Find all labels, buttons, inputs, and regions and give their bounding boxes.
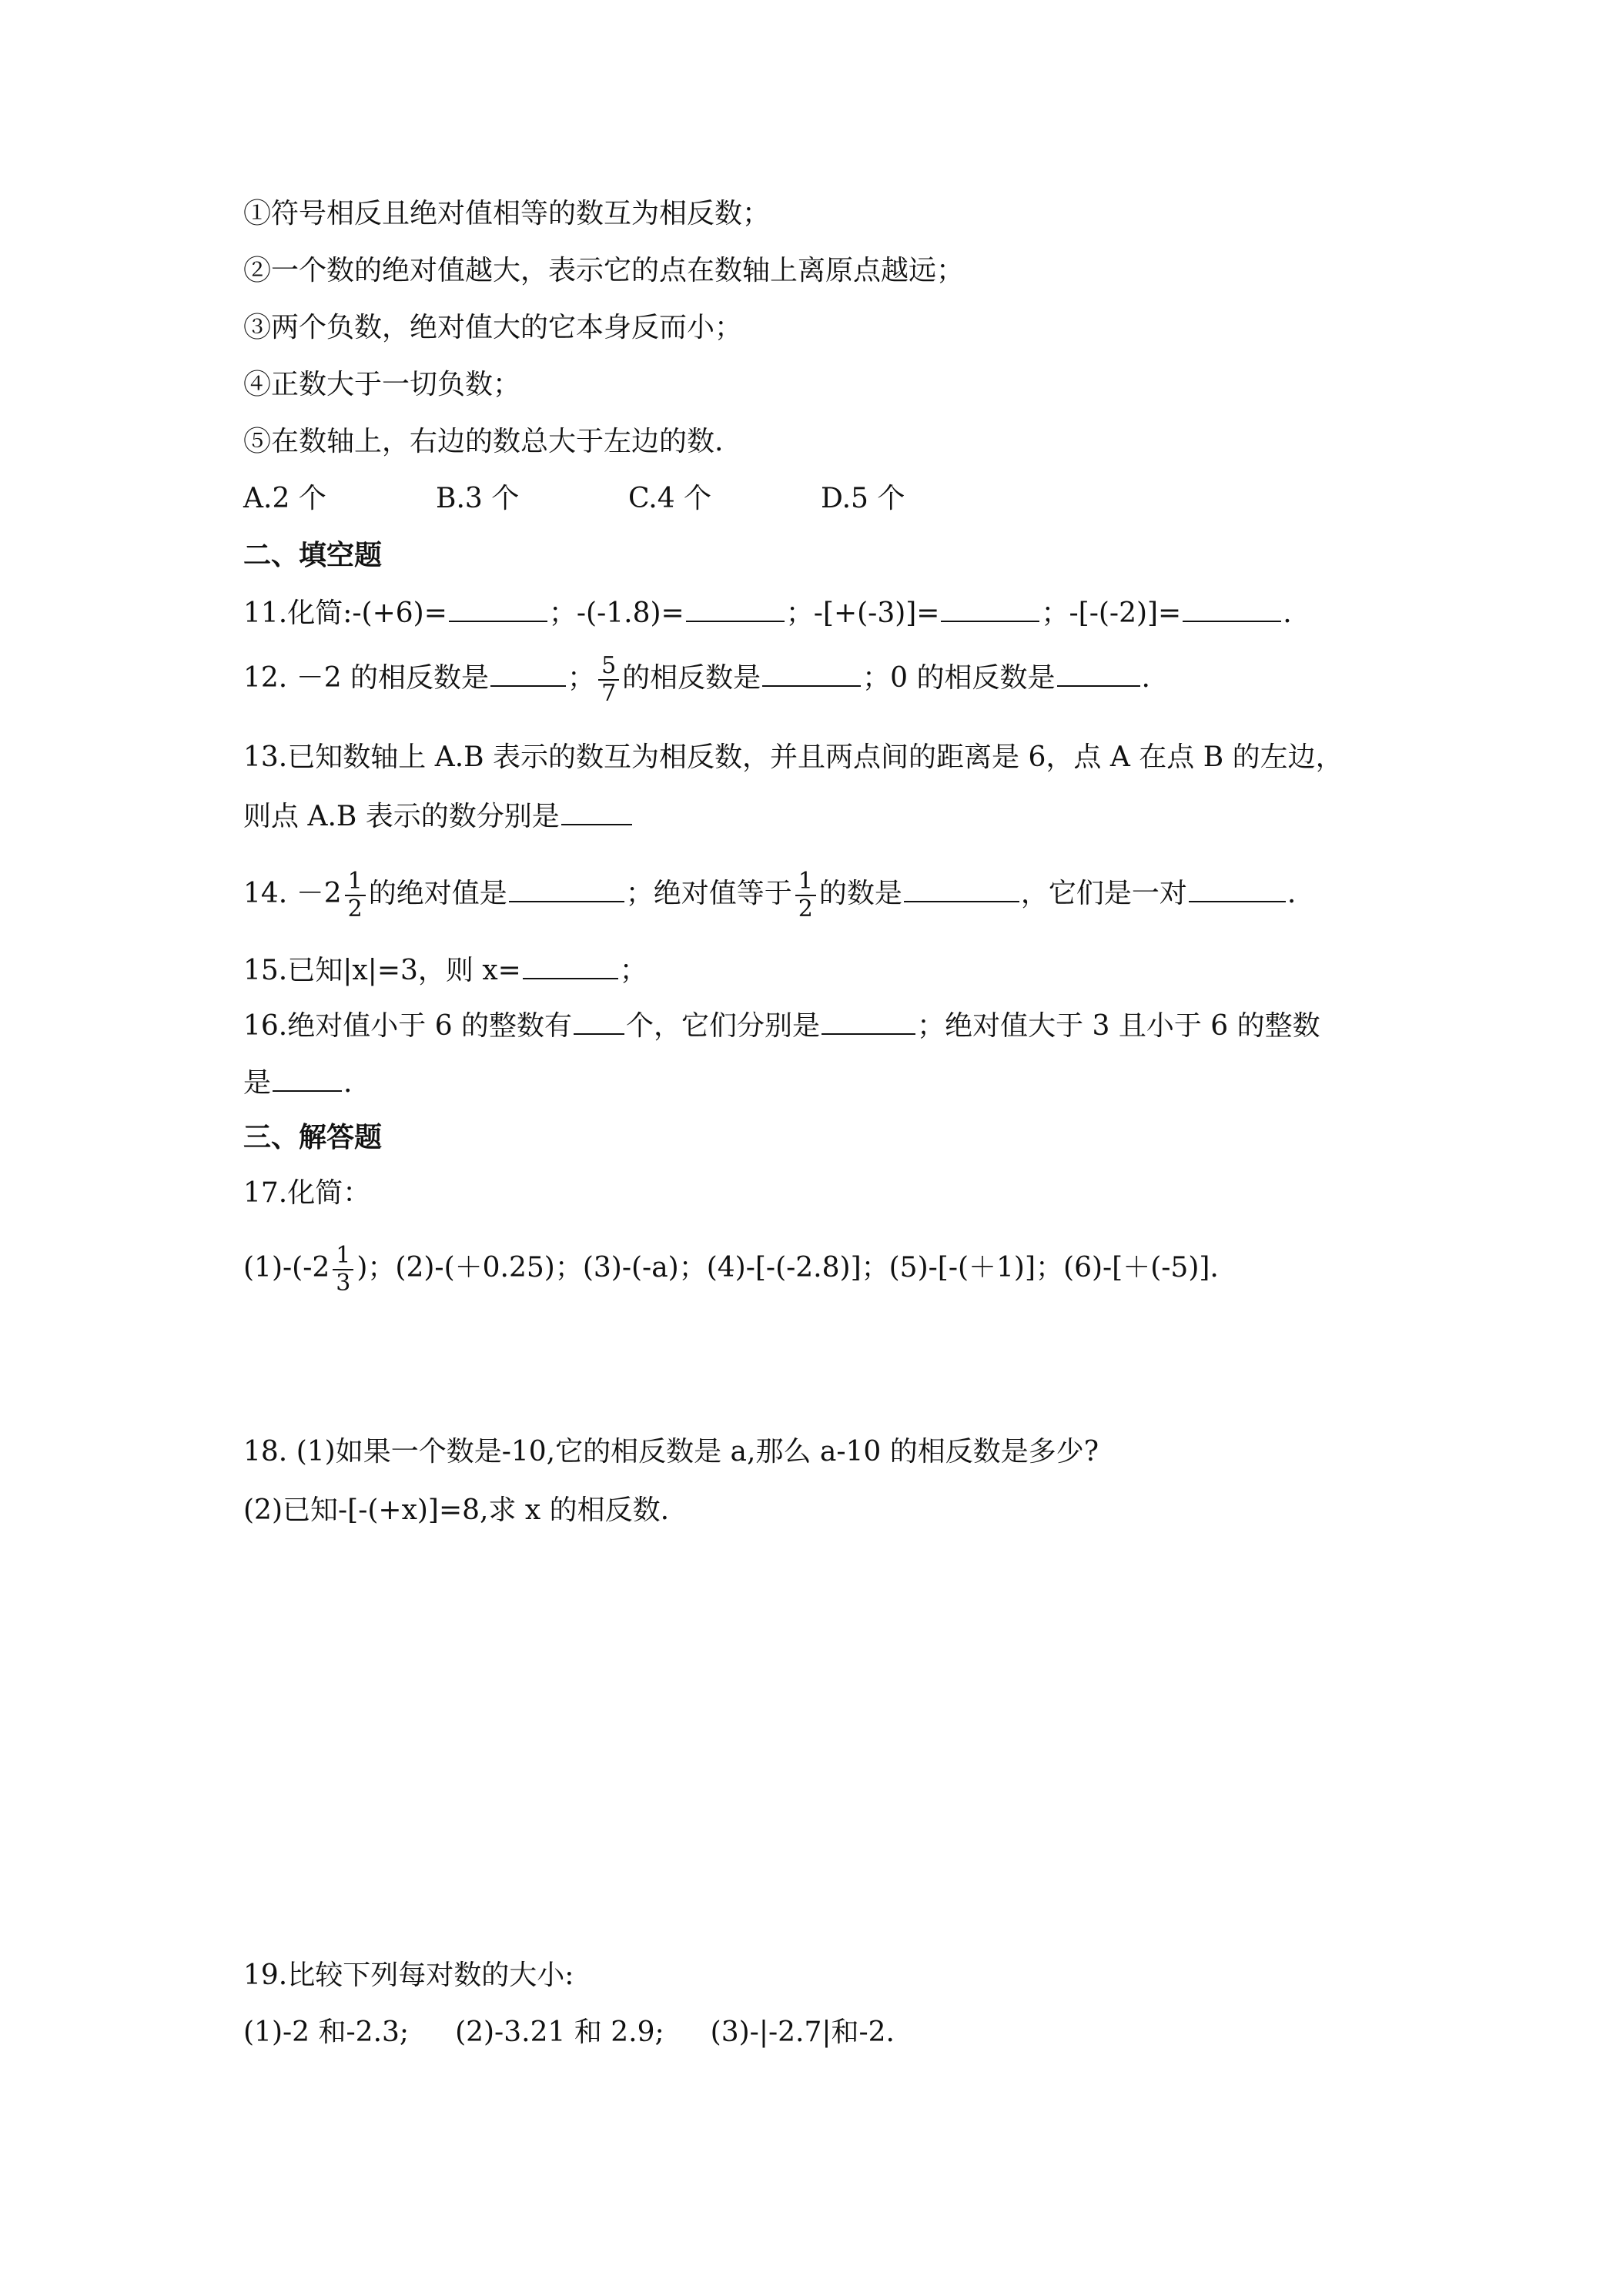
answer-blank[interactable]: [1057, 659, 1140, 687]
q15-end: ；: [619, 955, 648, 986]
q17-part2: )；(2)-(＋0.25)；(3)-(-a)；(4)-[-(-2.8)]；(5)-[-(＋1)]；(6)-[＋(-5)].: [356, 1252, 1219, 1284]
fraction: [345, 869, 366, 922]
q15-part1: 15.已知|x|=3，则 x=: [243, 955, 521, 986]
question-13-line-2: [243, 798, 634, 834]
answer-blank[interactable]: [273, 1064, 342, 1092]
q13-text: 则点 A.B 表示的数分别是: [243, 801, 560, 832]
q16-line2-end: .: [343, 1067, 353, 1099]
question-19-items: [243, 2016, 895, 2050]
question-12: [243, 653, 1150, 707]
question-16-line-1: [243, 1007, 1320, 1043]
q16-part3: ；绝对值大于 3 且小于 6 的整数: [917, 1010, 1320, 1042]
statement-1: ①符号相反且绝对值相等的数互为相反数；: [243, 198, 771, 229]
answer-blank[interactable]: [509, 875, 624, 902]
fraction-denominator: 2: [798, 895, 813, 922]
answer-blank[interactable]: [490, 659, 566, 687]
q11-end: .: [1283, 597, 1292, 629]
q11-lead: 11.化简:: [243, 597, 353, 629]
fraction-numerator: 5: [598, 653, 619, 681]
answer-blank[interactable]: [762, 659, 861, 687]
question-18-part-2: (2)已知-[-(+x)]=8,求 x 的相反数.: [243, 1494, 670, 1526]
q19-item-3: (3)-|-2.7|和-2.: [710, 2017, 895, 2048]
statement-4: ④正数大于一切负数；: [243, 369, 521, 400]
option-b[interactable]: B.3 个: [436, 483, 520, 514]
q12-part2: 的相反数是: [622, 662, 761, 694]
option-d[interactable]: D.5 个: [821, 483, 905, 514]
option-c[interactable]: C.4 个: [628, 483, 712, 514]
section-heading-solve: 三、解答题: [243, 1122, 383, 1153]
question-11: [243, 594, 1292, 631]
q12-sep: ；: [567, 662, 596, 694]
q14-part1: 14. －2: [243, 878, 342, 909]
fraction-denominator: 2: [347, 895, 363, 922]
question-17-items: [243, 1243, 1219, 1297]
q12-part1: 12. －2 的相反数是: [243, 662, 490, 694]
answer-blank[interactable]: [1189, 875, 1286, 902]
q14-part4: 的数是: [818, 878, 902, 909]
fraction-denominator: 3: [336, 1270, 351, 1297]
q12-end: .: [1141, 662, 1150, 694]
answer-blank[interactable]: [574, 1007, 624, 1035]
answer-blank[interactable]: [941, 594, 1039, 622]
question-15: [243, 952, 648, 988]
option-a[interactable]: A.2 个: [243, 483, 326, 514]
section-heading-fill-blank: 二、填空题: [243, 540, 383, 571]
q16-part1: 16.绝对值小于 6 的整数有: [243, 1010, 573, 1042]
statement-5: ⑤在数轴上，右边的数总大于左边的数.: [243, 426, 724, 457]
q14-part2: 的绝对值是: [368, 878, 507, 909]
q14-part5: ，它们是一对: [1020, 878, 1187, 909]
question-17-title: 17.化简：: [243, 1177, 371, 1209]
answer-blank[interactable]: [449, 594, 547, 622]
answer-blank[interactable]: [904, 875, 1019, 902]
q12-part3: ；0 的相反数是: [862, 662, 1056, 694]
q19-item-1: (1)-2 和-2.3;: [243, 2017, 410, 2048]
q19-item-2: (2)-3.21 和 2.9;: [455, 2017, 664, 2048]
fraction-numerator: 1: [333, 1243, 353, 1270]
question-14: [243, 869, 1296, 922]
fraction-denominator: 7: [601, 680, 617, 707]
answer-blank[interactable]: [822, 1007, 915, 1035]
answer-blank[interactable]: [561, 798, 632, 825]
question-16-line-2: [243, 1064, 352, 1100]
fraction: [795, 869, 816, 922]
q11-part4: ；-[-(-2)]=: [1041, 597, 1182, 629]
fraction-numerator: 1: [795, 869, 816, 896]
question-13-line-1: 13.已知数轴上 A.B 表示的数互为相反数，并且两点间的距离是 6，点 A 在点 B 的左边，: [243, 741, 1344, 773]
answer-blank[interactable]: [1183, 594, 1281, 622]
answer-blank[interactable]: [523, 952, 618, 979]
answer-blank[interactable]: [686, 594, 785, 622]
q14-part3: ；绝对值等于: [625, 878, 792, 909]
q11-part1: -(+6)=: [352, 597, 447, 629]
fraction: [598, 653, 619, 707]
q17-part1: (1)-(-2: [243, 1252, 330, 1284]
answer-options: [243, 482, 1013, 516]
q16-line2-text: 是: [243, 1067, 272, 1099]
q14-end: .: [1287, 878, 1297, 909]
q11-part3: ；-[+(-3)]=: [785, 597, 940, 629]
fraction-numerator: 1: [345, 869, 366, 896]
q11-part2: ；-(-1.8)=: [548, 597, 684, 629]
question-18-part-1: 18. (1)如果一个数是-10,它的相反数是 a,那么 a-10 的相反数是多少?: [243, 1436, 1099, 1468]
fraction: [333, 1243, 353, 1297]
q16-part2: 个，它们分别是: [626, 1010, 821, 1042]
statement-2: ②一个数的绝对值越大，表示它的点在数轴上离原点越远；: [243, 255, 965, 286]
statement-3: ③两个负数，绝对值大的它本身反而小；: [243, 312, 743, 343]
question-19-title: 19.比较下列每对数的大小:: [243, 1960, 574, 1991]
